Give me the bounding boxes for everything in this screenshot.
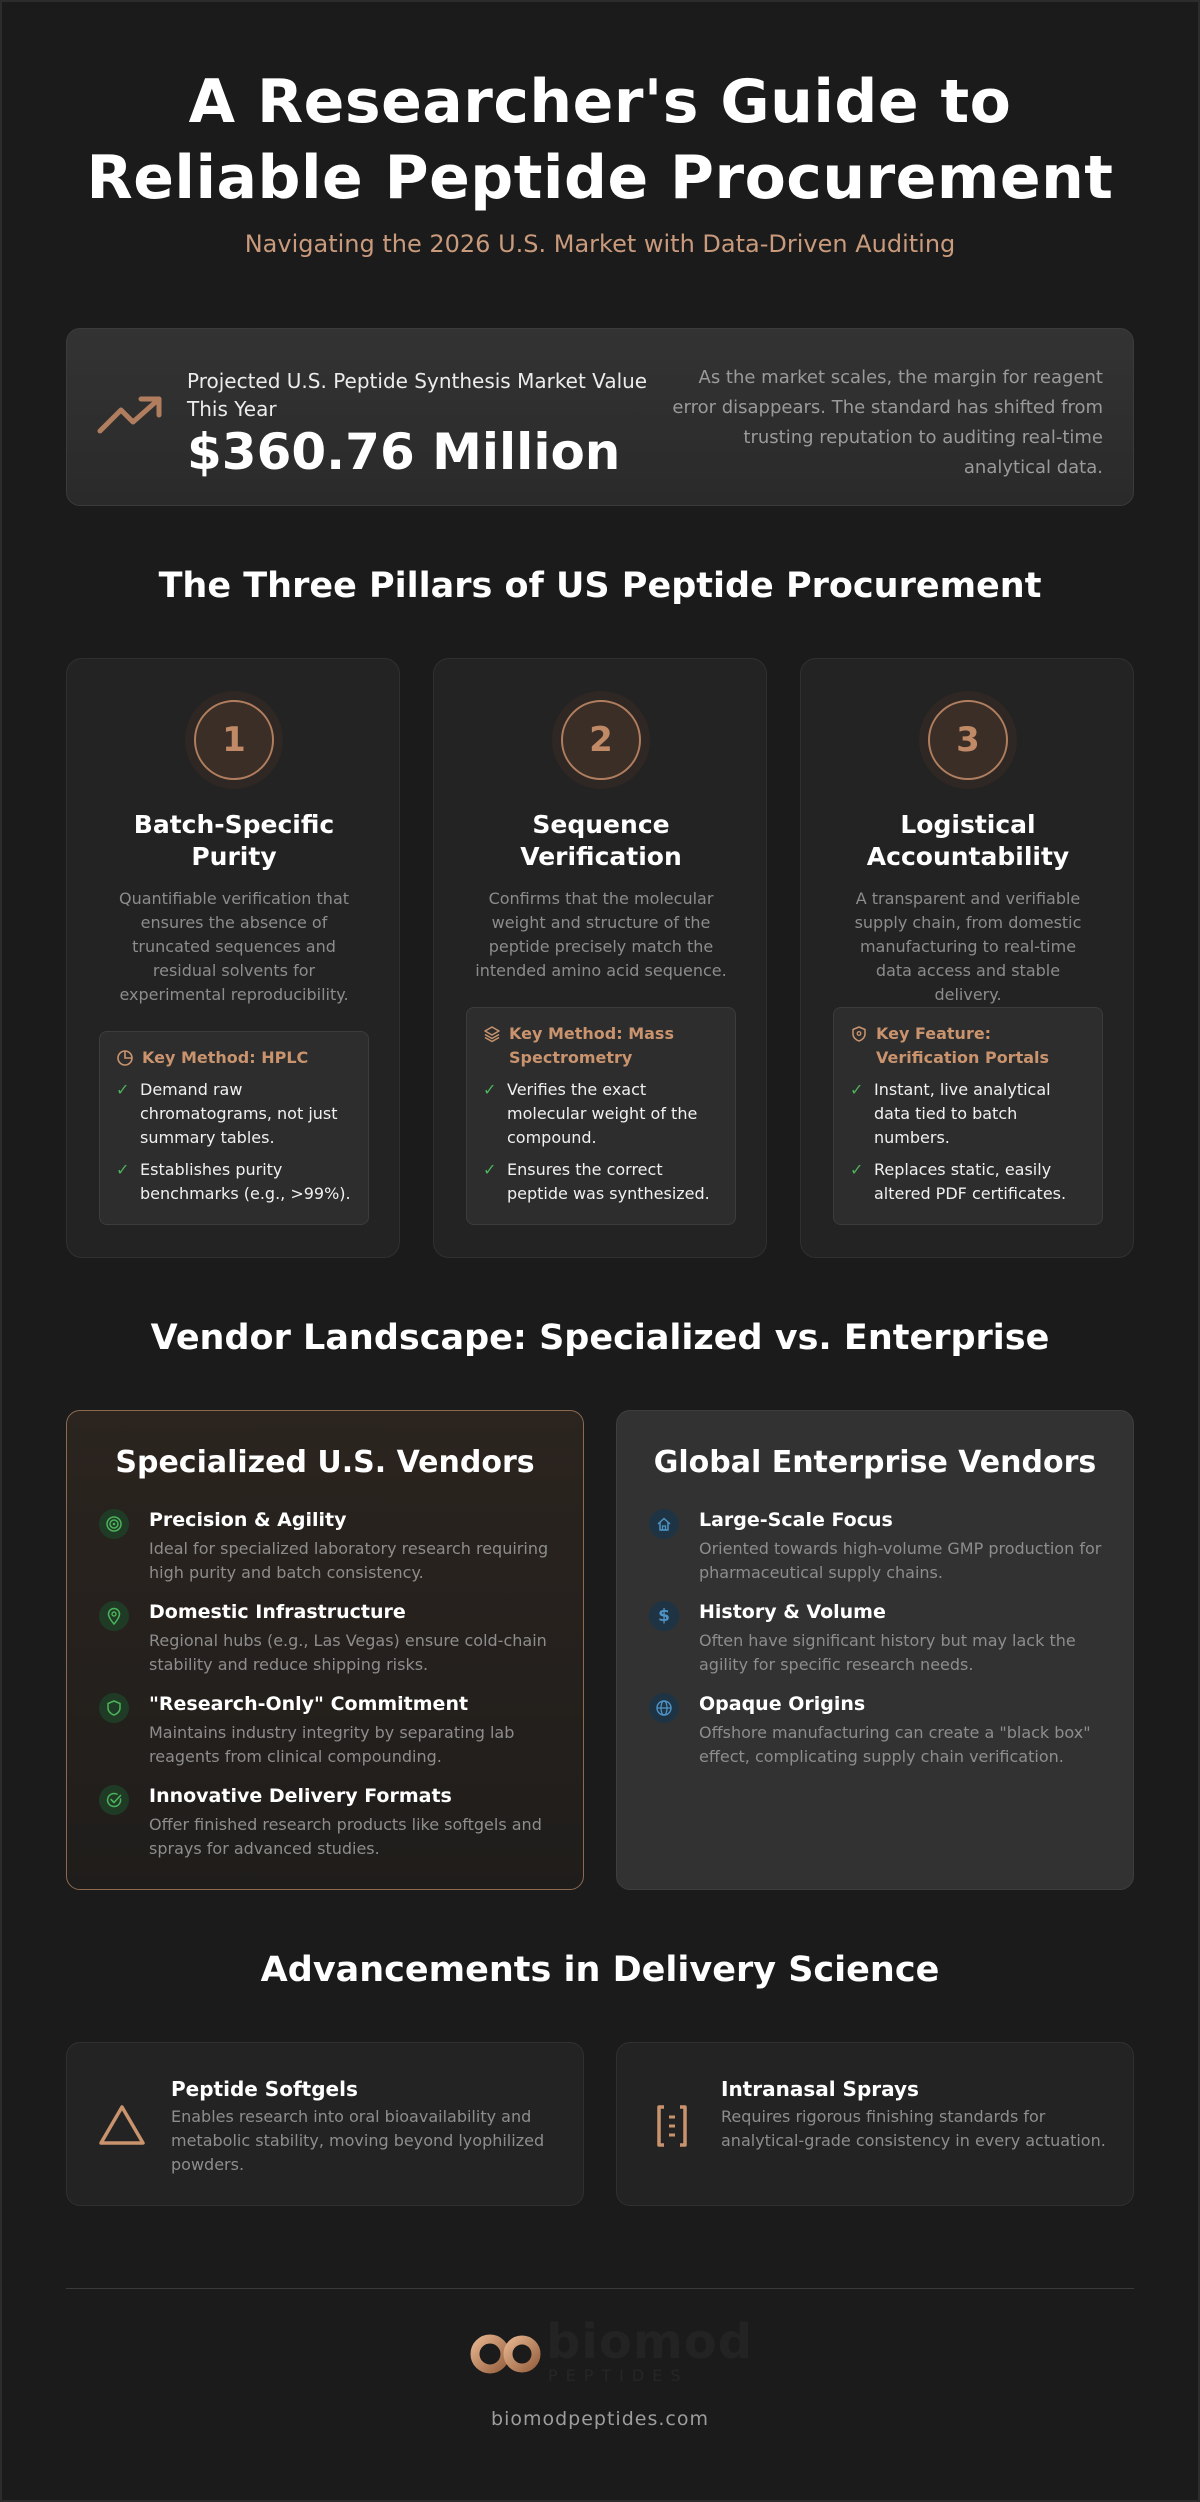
- home-icon: [649, 1509, 679, 1539]
- pillar-number: 2: [561, 700, 641, 780]
- vendor-item-heading: "Research-Only" Commitment: [149, 1693, 469, 1715]
- vendor-item-heading: Opaque Origins: [699, 1693, 866, 1715]
- pillar-number: 3: [928, 700, 1008, 780]
- vendor-item-body: Offshore manufacturing can create a "black box" effect, complicating supply chain verification.: [699, 1723, 1091, 1766]
- pie-chart-icon: [116, 1049, 134, 1067]
- check-circle-icon: [99, 1785, 129, 1815]
- pillar-point: ✓ Replaces static, easily altered PDF certificates.: [850, 1158, 1088, 1206]
- vendor-item-body: Regional hubs (e.g., Las Vegas) ensure cold-chain stability and reduce shipping risks.: [149, 1631, 547, 1674]
- pillar-description: A transparent and verifiable supply chain, from domestic manufacturing to real-time data access and stable delivery.: [854, 889, 1082, 1004]
- vendors-section-title: Vendor Landscape: Specialized vs. Enterprise: [150, 1318, 1050, 1358]
- pillar-method-label: Key Feature: Verification Portals: [876, 1024, 1050, 1067]
- pillar-title: Logistical Accountability: [866, 810, 1070, 871]
- market-value-label: Projected U.S. Peptide Synthesis Market Value This Year: [187, 369, 648, 421]
- vendor-item-body: Ideal for specialized laboratory research requiring high purity and batch consistency.: [149, 1539, 549, 1582]
- page-title: A Researcher's Guide to Reliable Peptide Procurement: [86, 67, 1114, 213]
- footer-divider: [66, 2288, 1134, 2289]
- delivery-title: Peptide Softgels: [171, 2077, 358, 2101]
- pillar-number-badge: [185, 691, 283, 789]
- map-pin-icon: [99, 1601, 129, 1631]
- triangle-icon: [97, 2101, 147, 2151]
- vendor-item-heading: Domestic Infrastructure: [149, 1601, 406, 1623]
- pillar-point: ✓ Ensures the correct peptide was synthesized.: [483, 1158, 721, 1206]
- logo-wordmark: biomod: [546, 2314, 754, 2370]
- pillar-point: ✓ Instant, live analytical data tied to batch numbers.: [850, 1078, 1088, 1150]
- check-icon: ✓: [483, 1160, 497, 1179]
- enterprise-vendors-card: [616, 1410, 1134, 1890]
- vendor-item-body: Oriented towards high-volume GMP production for pharmaceutical supply chains.: [699, 1539, 1102, 1582]
- pillar-title: Sequence Verification: [520, 810, 682, 871]
- pillar-card-purity: [66, 658, 400, 1258]
- pillar-description: Quantifiable verification that ensures the absence of truncated sequences and residual solvents for experimental reproducibility.: [118, 889, 350, 1004]
- delivery-body: Enables research into oral bioavailability and metabolic stability, moving beyond lyophilized powders.: [171, 2107, 545, 2174]
- page-subtitle: Navigating the 2026 U.S. Market with Data-Driven Auditing: [244, 230, 956, 258]
- pillar-method-label: Key Method: Mass Spectrometry: [509, 1024, 674, 1067]
- check-icon: ✓: [483, 1080, 497, 1099]
- pillar-title: Batch-Specific Purity: [133, 810, 335, 871]
- pillar-number: 1: [194, 700, 274, 780]
- check-icon: ✓: [850, 1160, 864, 1179]
- vendor-item-body: Often have significant history but may lack the agility for specific research needs.: [699, 1631, 1076, 1674]
- vendor-item-heading: Large-Scale Focus: [699, 1509, 893, 1531]
- delivery-title: Intranasal Sprays: [721, 2077, 919, 2101]
- spray-icon: [647, 2101, 697, 2151]
- market-value-card: [66, 328, 1134, 506]
- pillar-method-label: Key Method: HPLC: [142, 1048, 309, 1067]
- check-icon: ✓: [116, 1080, 130, 1099]
- dollar-icon: $: [649, 1601, 679, 1631]
- website-url[interactable]: biomodpeptides.com: [491, 2408, 709, 2430]
- check-icon: ✓: [850, 1080, 864, 1099]
- specialized-vendors-card: [66, 1410, 584, 1890]
- pillar-point: ✓ Demand raw chromatograms, not just summary tables.: [116, 1078, 354, 1150]
- shield-icon: [850, 1025, 868, 1043]
- trending-up-icon: [97, 393, 165, 437]
- delivery-section-title: Advancements in Delivery Science: [260, 1950, 940, 1990]
- pillar-method-box: [833, 1007, 1103, 1225]
- check-icon: ✓: [116, 1160, 130, 1179]
- globe-icon: [649, 1693, 679, 1723]
- vendor-item-heading: Innovative Delivery Formats: [149, 1785, 452, 1807]
- shield-icon: [99, 1693, 129, 1723]
- vendor-item-body: Maintains industry integrity by separating lab reagents from clinical compounding.: [149, 1723, 515, 1766]
- pillar-card-logistics: [800, 658, 1134, 1258]
- pillar-card-sequence: [433, 658, 767, 1258]
- biomod-logo-mark: [462, 2318, 542, 2394]
- vendor-card-title: Global Enterprise Vendors: [653, 1445, 1097, 1480]
- target-icon: [99, 1509, 129, 1539]
- delivery-body: Requires rigorous finishing standards for analytical-grade consistency in every actuation.: [721, 2107, 1106, 2150]
- pillar-method-box: [466, 1007, 736, 1225]
- market-note: As the market scales, the margin for reagent error disappears. The standard has shifted from trusting reputation to auditing real-time analytical data.: [672, 367, 1103, 478]
- pillar-description: Confirms that the molecular weight and structure of the peptide precisely match the intended amino acid sequence.: [475, 889, 727, 980]
- pillar-point: ✓ Establishes purity benchmarks (e.g., >99%).: [116, 1158, 354, 1206]
- pillar-number-badge: [919, 691, 1017, 789]
- vendor-item-body: Offer finished research products like softgels and sprays for advanced studies.: [149, 1815, 542, 1858]
- vendor-item-heading: History & Volume: [699, 1601, 886, 1623]
- delivery-card-softgels: [66, 2042, 584, 2206]
- logo-subtext: PEPTIDES: [548, 2366, 689, 2385]
- market-value: $360.76 Million: [187, 423, 621, 481]
- pillar-point: ✓ Verifies the exact molecular weight of the compound.: [483, 1078, 721, 1150]
- pillar-method-box: [99, 1031, 369, 1225]
- pillars-section-title: The Three Pillars of US Peptide Procurement: [158, 566, 1042, 606]
- delivery-card-sprays: [616, 2042, 1134, 2206]
- layers-icon: [483, 1025, 501, 1043]
- vendor-card-title: Specialized U.S. Vendors: [115, 1445, 535, 1480]
- vendor-item-heading: Precision & Agility: [149, 1509, 347, 1531]
- pillar-number-badge: [552, 691, 650, 789]
